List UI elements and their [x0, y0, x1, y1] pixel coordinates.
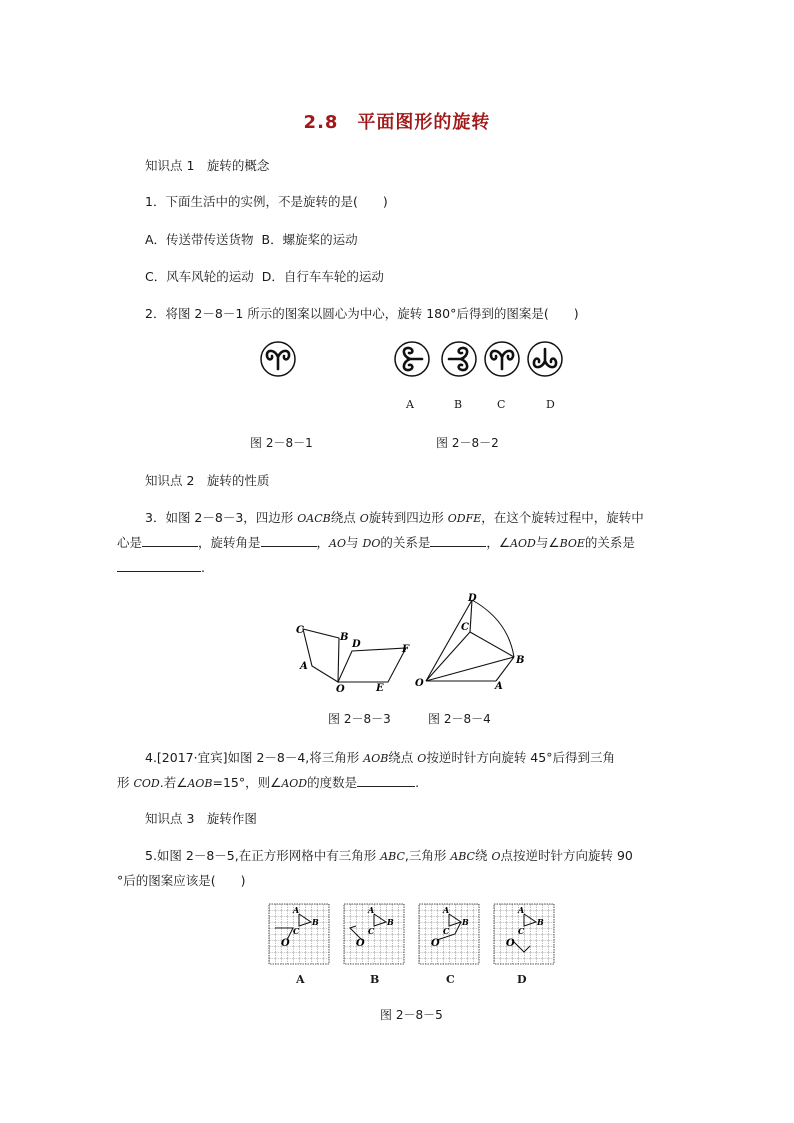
q4-text: 按逆时针方向旋转 45°后得到三角: [426, 750, 615, 765]
grid-label: C: [518, 926, 525, 936]
page-title: 2.8 平面图形的旋转: [303, 112, 491, 133]
question-4-line-1: [145, 748, 615, 766]
grid-option-a: [269, 904, 329, 964]
point-label: O: [415, 678, 424, 689]
q3-var: BOE: [559, 537, 585, 550]
q5-label-d: D: [517, 973, 527, 986]
grid-label: O: [506, 938, 515, 949]
figure-2-8-2-caption: 图 2－8－2: [436, 436, 499, 450]
q3-text: ，在这个旋转过程中，旋转中: [481, 510, 644, 525]
q4-text: =15°，则∠: [212, 775, 282, 790]
q5-text: 绕: [474, 848, 492, 863]
grid-label: B: [537, 917, 544, 927]
grid-label: C: [443, 926, 450, 936]
question-1-options-row-1: [145, 230, 358, 248]
q5-label-b: B: [370, 973, 380, 986]
q3-text: ，: [316, 535, 330, 550]
q5-text: ,三角形: [404, 848, 451, 863]
grid-label: B: [387, 917, 394, 927]
q4-text: .若∠: [159, 775, 188, 790]
point-label: D: [352, 639, 361, 650]
q3-text: 3．如图 2－8－3，四边形: [145, 510, 298, 525]
q3-var: ODFE: [447, 512, 482, 525]
question-5-line-1: [145, 846, 633, 864]
figure-2-8-1-caption: 图 2－8－1: [250, 436, 313, 450]
point-label: B: [516, 655, 525, 666]
knowledge-point-1: 知识点 1 旋转的概念: [145, 158, 270, 173]
rotation-symbol-figures: [250, 335, 580, 385]
grid-label: A: [293, 905, 300, 915]
point-label: D: [468, 593, 477, 604]
grid-label: O: [356, 938, 365, 949]
q4-text: .: [415, 775, 420, 790]
grid-option-d: [494, 904, 554, 964]
answer-blank[interactable]: [117, 559, 201, 572]
q3-text: 与: [346, 535, 363, 550]
q5-text: 5.如图 2－8－5,在正方形网格中有三角形: [145, 848, 381, 863]
question-1-stem: 1．下面生活中的实例，不是旋转的是( ): [145, 194, 388, 209]
q4-text: 形: [117, 775, 134, 790]
figure-2-8-4: [412, 590, 537, 692]
question-1-options-row-2: [145, 267, 384, 285]
answer-blank[interactable]: [261, 534, 317, 547]
q5-var: ABC: [380, 850, 405, 863]
option-c: C．风车风轮的运动: [145, 269, 254, 284]
figure-2-8-5: [267, 902, 557, 970]
q2-label-b: B: [454, 398, 463, 411]
q3-text: ，∠: [486, 535, 511, 550]
knowledge-point-3: 知识点 3 旋转作图: [145, 811, 257, 826]
grid-option-c: [419, 904, 479, 964]
point-label: B: [340, 632, 349, 643]
point-label: C: [461, 622, 469, 633]
grid-label: O: [281, 938, 290, 949]
q3-text: .: [201, 560, 205, 575]
q3-var: O: [359, 512, 369, 525]
q3-text: 与∠: [535, 535, 560, 550]
point-label: A: [300, 661, 308, 672]
answer-blank[interactable]: [142, 534, 198, 547]
answer-blank[interactable]: [357, 774, 415, 787]
option-d-symbol: [528, 342, 562, 376]
figure-2-8-5-caption: 图 2－8－5: [380, 1008, 443, 1022]
option-b-symbol: [442, 342, 476, 376]
q4-var: AOD: [281, 777, 308, 790]
grid-option-b: [344, 904, 404, 964]
q4-text: 的度数是: [307, 775, 358, 790]
option-a: A．传送带传送货物: [145, 232, 254, 247]
figure-2-8-1-symbol: [261, 342, 295, 376]
question-3-line-1: [145, 508, 644, 526]
grid-label: C: [293, 926, 300, 936]
q4-var: AOB: [363, 752, 389, 765]
q2-label-a: A: [406, 398, 414, 411]
question-3-line-3: [117, 559, 205, 575]
point-label: F: [402, 644, 410, 655]
q4-var: COD: [133, 777, 160, 790]
point-label: E: [376, 683, 384, 694]
q2-label-d: D: [546, 398, 555, 411]
q4-var: O: [417, 752, 427, 765]
q3-text: 心是: [117, 535, 143, 550]
grid-label: B: [312, 917, 319, 927]
q3-var: OACB: [297, 512, 331, 525]
q5-text: 点按逆时针方向旋转 90: [500, 848, 633, 863]
answer-blank[interactable]: [430, 534, 486, 547]
q3-text: 旋转到四边形: [368, 510, 448, 525]
q5-label-a: A: [296, 973, 305, 986]
q3-var: AOD: [510, 537, 536, 550]
q4-text: 绕点: [388, 750, 418, 765]
point-label: A: [495, 681, 503, 692]
grid-label: A: [518, 905, 525, 915]
q5-var: O: [491, 850, 501, 863]
knowledge-point-2: 知识点 2 旋转的性质: [145, 473, 270, 488]
question-4-line-2: [117, 773, 419, 791]
q2-label-c: C: [497, 398, 506, 411]
grid-label: B: [462, 917, 469, 927]
figure-2-8-3-caption: 图 2－8－3: [328, 712, 391, 726]
option-a-symbol: [395, 342, 429, 376]
q3-text: 的关系是: [584, 535, 635, 550]
grid-label: A: [368, 905, 375, 915]
q3-text: 绕点: [330, 510, 360, 525]
option-c-symbol: [485, 342, 519, 376]
point-label: O: [336, 684, 345, 694]
q5-label-c: C: [446, 973, 455, 986]
q4-var: AOB: [187, 777, 213, 790]
figure-2-8-4-caption: 图 2－8－4: [428, 712, 491, 726]
question-2-stem: 2．将图 2－8－1 所示的图案以圆心为中心，旋转 180°后得到的图案是( ): [145, 306, 579, 321]
q3-var: DO: [362, 537, 381, 550]
q5-var: ABC: [450, 850, 475, 863]
q3-var: AO: [329, 537, 347, 550]
point-label: C: [296, 625, 304, 636]
question-3-line-2: [117, 533, 635, 551]
figure-2-8-3: [290, 612, 420, 694]
option-d: D．自行车车轮的运动: [261, 269, 384, 284]
q4-text: 4.[2017·宜宾]如图 2－8－4,将三角形: [145, 750, 364, 765]
grid-label: O: [431, 938, 440, 949]
option-b: B．螺旋桨的运动: [261, 232, 358, 247]
q3-text: 的关系是: [380, 535, 431, 550]
question-5-line-2: °后的图案应该是( ): [117, 873, 246, 888]
grid-label: C: [368, 926, 375, 936]
q3-text: ，旋转角是: [198, 535, 261, 550]
grid-label: A: [443, 905, 450, 915]
